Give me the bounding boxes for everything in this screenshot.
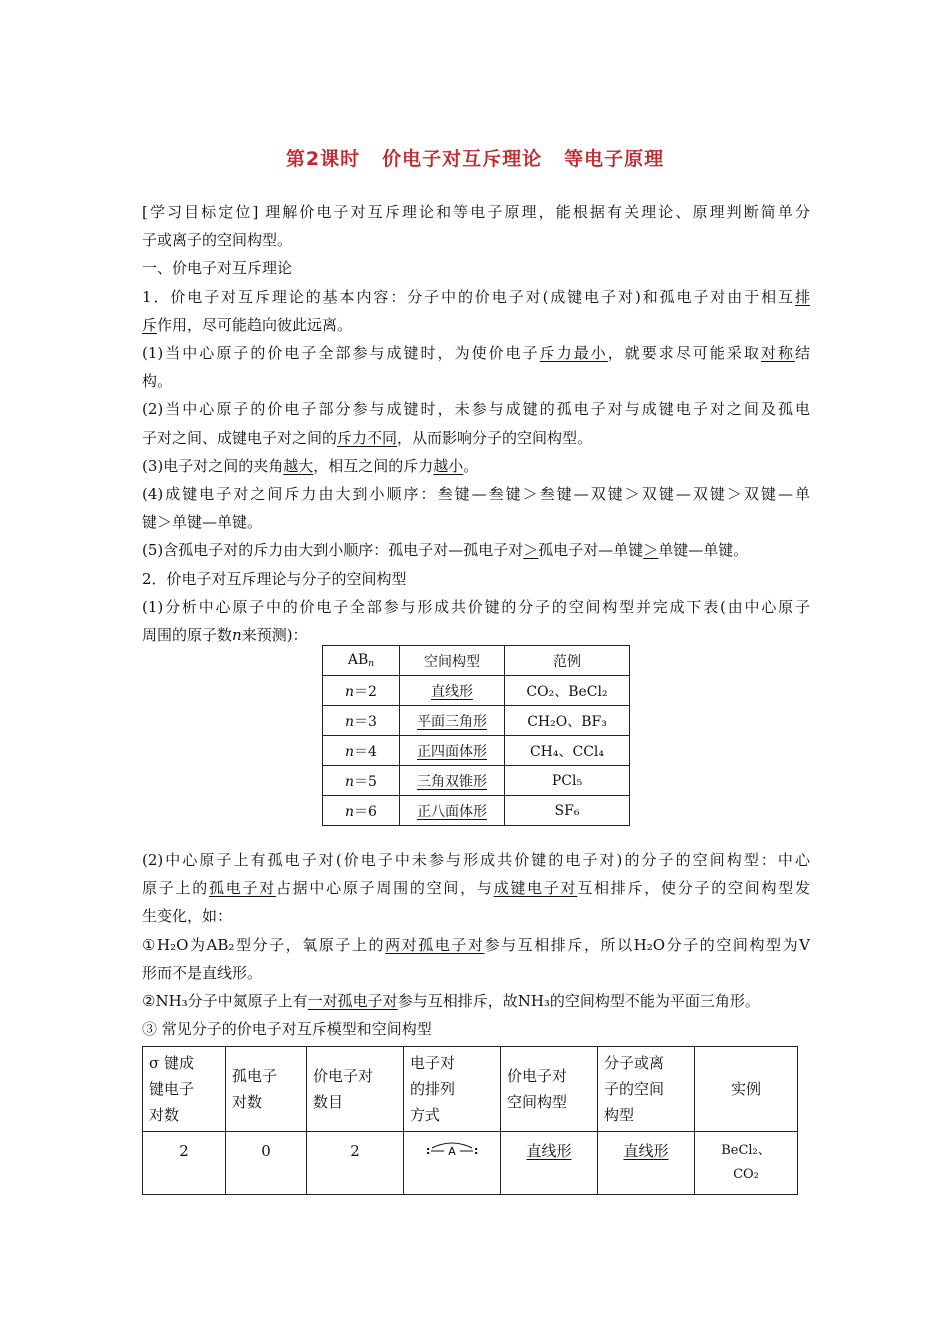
para-1-5: (5)含孤电子对的斥力由大到小顺序：孤电子对—孤电子对＞孤电子对—单键＞单键—单键。 [142,541,749,560]
table-row: n＝6 正八面体形 SF₆ [323,796,630,826]
para-1-4-line2: 键＞单键—单键。 [142,513,263,532]
document-body [142,198,810,649]
header-example: 范例 [505,646,630,676]
para-2-2-line3: 生变化，如： [142,907,233,926]
header-shape: 空间构型 [400,646,505,676]
learning-goal-line2: 子或离子的空间构型。 [142,231,293,250]
page-title [0,144,950,171]
table-header-row [323,646,630,676]
para-1-line1: 1．价电子对互斥理论的基本内容：分子中的价电子对(成键电子对)和孤电子对由于相互排 [142,287,810,306]
para-2-2-1-line1: ①H₂O为AB₂型分子，氧原子上的两对孤电子对参与互相排斥，所以H₂O分子的空间构型为V [142,935,810,954]
para-1-line2: 斥作用，尽可能趋向彼此远离。 [142,315,353,334]
table-row: n＝2 直线形 CO₂、BeCl₂ [323,676,630,706]
header-example: 实例 [695,1047,798,1132]
vsepr-table [142,1046,798,1195]
para-2-2-2: ②NH₃分子中氮原子上有一对孤电子对参与互相排斥，故NH₃的空间构型不能为平面三角形。 [142,992,760,1011]
para-1-1-line2: 构。 [142,372,173,391]
table-row: n＝5 三角双锥形 PCl₅ [323,766,630,796]
table-row: 2 0 2 : A : 直线形 直线形 BeCl₂、 CO₂ [143,1132,798,1195]
header-abn: $AB_n$ [323,646,400,676]
table-row: n＝4 正四面体形 CH₄、CCl₄ [323,736,630,766]
shape-table [322,645,630,826]
para-1-2-line2: 子对之间、成键电子对之间的斥力不同，从而影响分子的空间构型。 [142,428,593,447]
para-2-heading: 2．价电子对互斥理论与分子的空间构型 [142,569,407,588]
learning-goal-line1: [学习目标定位] 理解价电子对互斥理论和等电子原理，能根据有关理论、原理判断简单分 [142,203,810,221]
header-vsepr: 价电子对 空间构型 [501,1047,598,1132]
para-1-1-line1: (1)当中心原子的价电子全部参与成键时，为使价电子斥力最小，就要求尽可能采取对称结 [142,344,810,363]
para-2-2-line1: (2)中心原子上有孤电子对(价电子中未参与形成共价键的电子对)的分子的空间构型：中心 [142,851,810,869]
header-sigma: σ 键成 键电子 对数 [143,1047,226,1132]
svg-text::: : [426,1144,431,1157]
para-2-2-line2: 原子上的孤电子对占据中心原子周围的空间，与成键电子对互相排斥，使分子的空间构型发 [142,879,810,898]
table-header-row [143,1047,798,1132]
header-arrangement: 电子对 的排列 方式 [404,1047,501,1132]
title-topic-2: 等电子原理 [564,148,665,170]
para-1-2-line1: (2)当中心原子的价电子部分参与成键时，未参与成键的孤电子对与成键电子对之间及孤电 [142,400,810,419]
header-shape: 分子或离 子的空间 构型 [598,1047,695,1132]
para-2-1-line2: 周围的原子数n来预测)： [142,626,308,645]
para-2-2-1-line2: 形而不是直线形。 [142,963,263,982]
header-total: 价电子对 数目 [307,1047,404,1132]
section-heading: 一、价电子对互斥理论 [142,259,293,278]
title-lesson: 第2课时 [285,148,361,170]
header-lone: 孤电子 对数 [226,1047,307,1132]
document-body-2 [142,846,810,1043]
para-1-4-line1: (4)成键电子对之间斥力由大到小顺序：叁键—叁键＞叁键—双键＞双键—双键＞双键—单 [142,485,810,504]
para-2-1-line1: (1)分析中心原子中的价电子全部参与形成共价键的分子的空间构型并完成下表(由中心原子 [142,597,810,616]
title-topic-1: 价电子对互斥理论 [382,148,543,170]
electron-pair-diagram [422,1140,482,1160]
svg-text::: : [474,1144,479,1157]
para-2-2-3: ③ 常见分子的价电子对互斥模型和空间构型 [142,1020,432,1039]
table-row: n＝3 平面三角形 CH₂O、BF₃ [323,706,630,736]
linear-arrangement-diagram [404,1132,501,1195]
svg-text:A: A [448,1145,456,1158]
para-1-3: (3)电子对之间的夹角越大，相互之间的斥力越小。 [142,456,479,475]
